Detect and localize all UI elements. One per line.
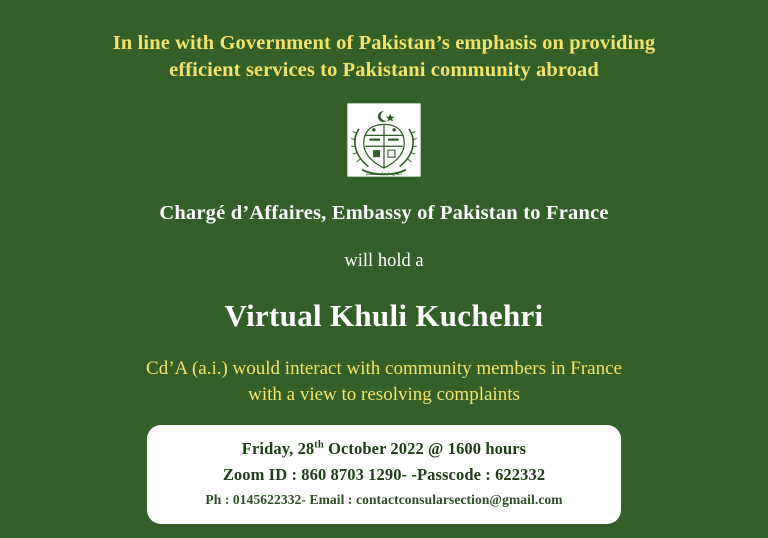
emblem-motto: ایمان، اتحاد، تنظیم — [365, 172, 403, 178]
emblem-container — [341, 100, 427, 180]
subject-line: Chargé d’Affaires, Embassy of Pakistan to France — [159, 202, 609, 225]
headline — [64, 30, 704, 84]
zoom-details: Zoom ID : 860 8703 1290- -Passcode : 622332 — [222, 465, 546, 485]
blurb-line-1: Cd’A (a.i.) would interact with community members in France — [146, 358, 622, 380]
event-date-time — [157, 439, 611, 459]
blurb — [54, 356, 714, 407]
event-date-rest: October 2022 @ 1600 hours — [323, 439, 527, 459]
event-date-prefix: Friday, 28 — [241, 439, 315, 459]
contact-details: Ph : 0145622332- Email : contactconsularsection@gmail.com — [205, 492, 563, 508]
event-details-card — [147, 425, 621, 524]
event-title: Virtual Khuli Kuchehri — [224, 298, 544, 334]
headline-line-2: efficient services to Pakistani community abroad — [169, 59, 599, 82]
headline-line-1: In line with Government of Pakistan’s emphasis on providing — [112, 32, 656, 54]
event-date-ordinal: th — [314, 439, 324, 451]
will-hold-line: will hold a — [344, 251, 424, 272]
blurb-line-2: with a view to resolving complaints — [248, 383, 520, 405]
pakistan-state-emblem-icon — [345, 101, 423, 179]
